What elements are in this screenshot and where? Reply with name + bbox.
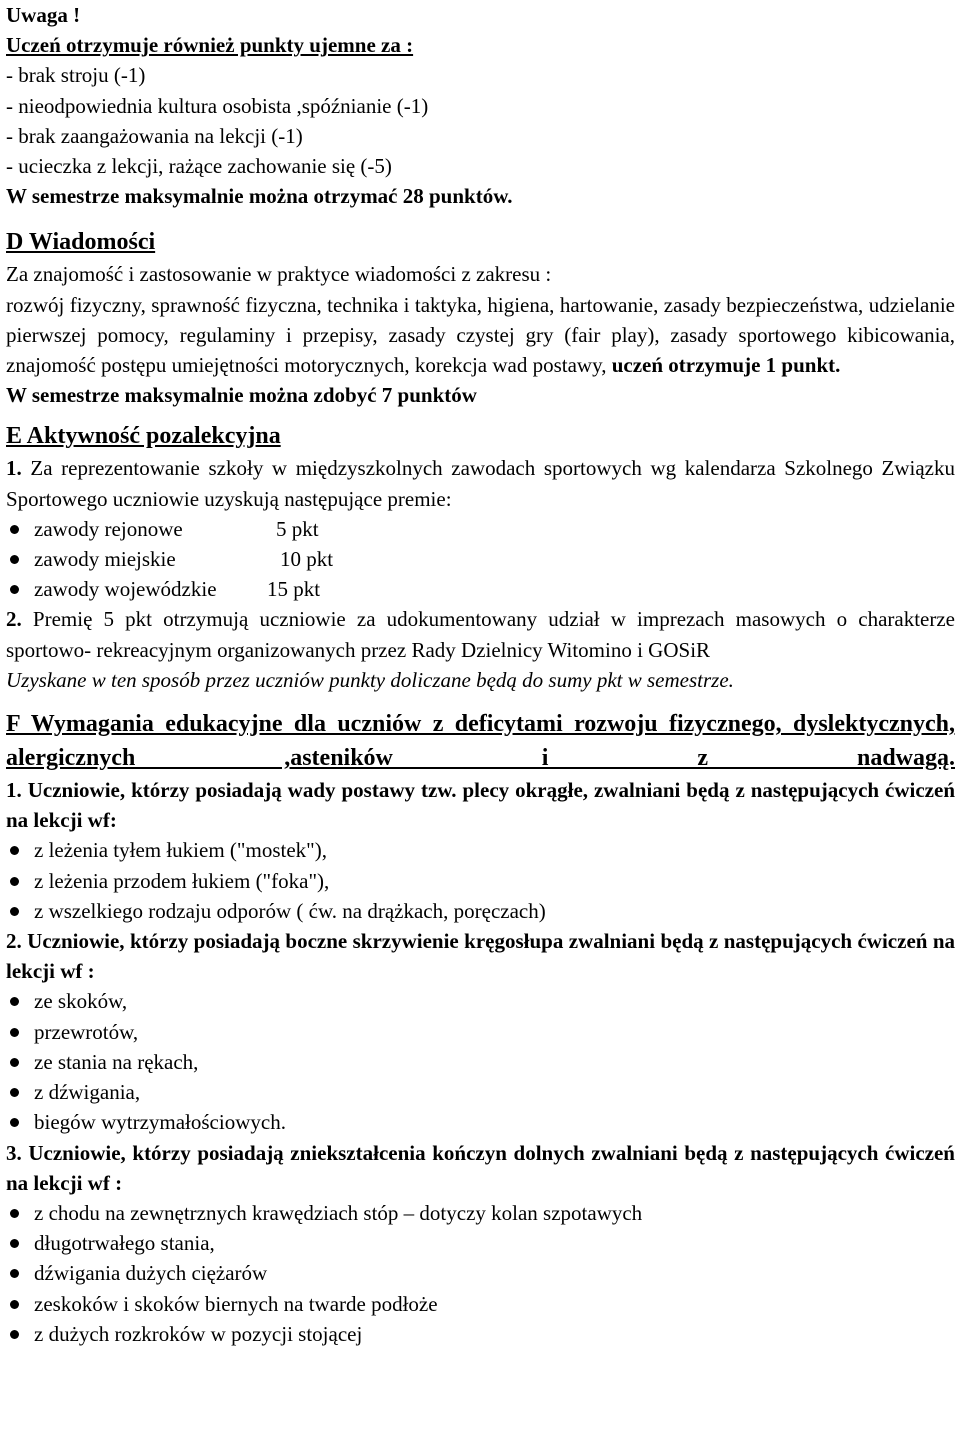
paragraph-number: 2. (6, 607, 22, 632)
group-1-intro (6, 775, 955, 835)
warning-subtitle: Uczeń otrzymuje również punkty ujemne za : (6, 33, 414, 58)
list-item: ze skoków, (6, 986, 955, 1016)
group-text: Uczniowie, którzy posiadają boczne skrzywienie kręgosłupa zwalniani będą z następujących ćwiczeń na lekcji wf : (6, 929, 956, 984)
award-points: 5 pkt (276, 516, 319, 541)
group-1-list (6, 835, 955, 926)
list-item: z dźwigania, (6, 1077, 955, 1107)
award-item (6, 544, 955, 574)
award-item (6, 514, 955, 544)
penalty-item: - ucieczka z lekcji, rażące zachowanie się (-5) (6, 154, 392, 179)
section-e-heading: E Aktywność pozalekcyjna (6, 423, 281, 450)
group-2-list (6, 986, 955, 1137)
award-points: 10 pkt (280, 547, 334, 572)
penalty-item: - nieodpowiednia kultura osobista ,spóźnianie (-1) (6, 93, 429, 118)
section-d-body (6, 290, 955, 381)
penalty-item: - brak stroju (-1) (6, 63, 146, 88)
group-text: Uczniowie, którzy posiadają wady postawy tzw. plecy okrągłe, zwalniani będą z następujących ćwiczeń na lekcji wf: (6, 778, 955, 833)
section-d-point-award: uczeń otrzymuje 1 punkt. (611, 353, 841, 378)
list-item: z leżenia tyłem łukiem ("mostek"), (6, 835, 955, 865)
group-text: Uczniowie, którzy posiadają zniekształcenia kończyn dolnych zwalniani będą z następujących ćwiczeń na lekcji wf : (6, 1140, 955, 1195)
section-e-paragraph-1 (6, 453, 955, 513)
list-item: długotrwałego stania, (6, 1228, 955, 1258)
list-item: z chodu na zewnętrznych krawędziach stóp – dotyczy kolan szpotawych (6, 1198, 955, 1228)
group-3-list (6, 1198, 955, 1349)
group-2-intro (6, 926, 955, 986)
list-item: z wszelkiego rodzaju odporów ( ćw. na drążkach, poręczach) (6, 896, 955, 926)
section-f-heading: F Wymagania edukacyjne dla uczniów z deficytami rozwoju fizycznego, dyslektycznych, alergicznych ,asteników i z nadwagą. (6, 711, 955, 772)
awards-list (6, 514, 955, 605)
list-item: zeskoków i skoków biernych na twarde podłoże (6, 1289, 955, 1319)
section-d-heading: D Wiadomości (6, 229, 156, 256)
group-3-intro (6, 1138, 955, 1198)
award-points: 15 pkt (267, 577, 321, 602)
warning-title: Uwaga ! (6, 3, 81, 27)
award-label: zawody miejskie (34, 547, 176, 572)
section-d-intro: Za znajomość i zastosowanie w praktyce wiadomości z zakresu : (6, 262, 552, 287)
semester-max-points: W semestrze maksymalnie można otrzymać 28 punktów. (6, 184, 513, 209)
section-d-summary: W semestrze maksymalnie można zdobyć 7 punktów (6, 383, 477, 408)
award-item (6, 574, 955, 604)
award-label: zawody rejonowe (34, 516, 183, 541)
section-d-body-text: rozwój fizyczny, sprawność fizyczna, technika i taktyka, higiena, hartowanie, zasady bezpieczeństwa, udzielanie pierwszej pomocy, regulaminy i przepisy, zasady czystej gry (fair play), zasady sportowego kibicowania, znajomość postępu umiejętności motorycznych, korekcja wad postawy, (6, 292, 955, 378)
section-e-paragraph-2 (6, 604, 955, 664)
list-item: biegów wytrzymałościowych. (6, 1107, 955, 1137)
document-page (6, 0, 955, 1349)
section-e-note: Uzyskane w ten sposób przez uczniów punkty doliczane będą do sumy pkt w semestrze. (6, 667, 734, 692)
list-item: z dużych rozkroków w pozycji stojącej (6, 1319, 955, 1349)
paragraph-text: Premię 5 pkt otrzymują uczniowie za udokumentowany udział w imprezach masowych o charakterze sportowo- rekreacyjnym organizowanych przez Rady Dzielnicy Witomino i GOSiR (6, 607, 956, 662)
list-item: z leżenia przodem łukiem ("foka"), (6, 866, 955, 896)
group-number: 2. (6, 929, 22, 954)
list-item: dźwigania dużych ciężarów (6, 1258, 955, 1288)
paragraph-number: 1. (6, 456, 22, 481)
paragraph-text: Za reprezentowanie szkoły w międzyszkolnych zawodach sportowych wg kalendarza Szkolnego Związku Sportowego uczniowie uzyskują następujące premie: (6, 456, 956, 511)
group-number: 3. (6, 1140, 22, 1165)
award-label: zawody wojewódzkie (34, 577, 217, 602)
group-number: 1. (6, 778, 22, 803)
penalty-item: - brak zaangażowania na lekcji (-1) (6, 123, 303, 148)
list-item: ze stania na rękach, (6, 1047, 955, 1077)
list-item: przewrotów, (6, 1017, 955, 1047)
